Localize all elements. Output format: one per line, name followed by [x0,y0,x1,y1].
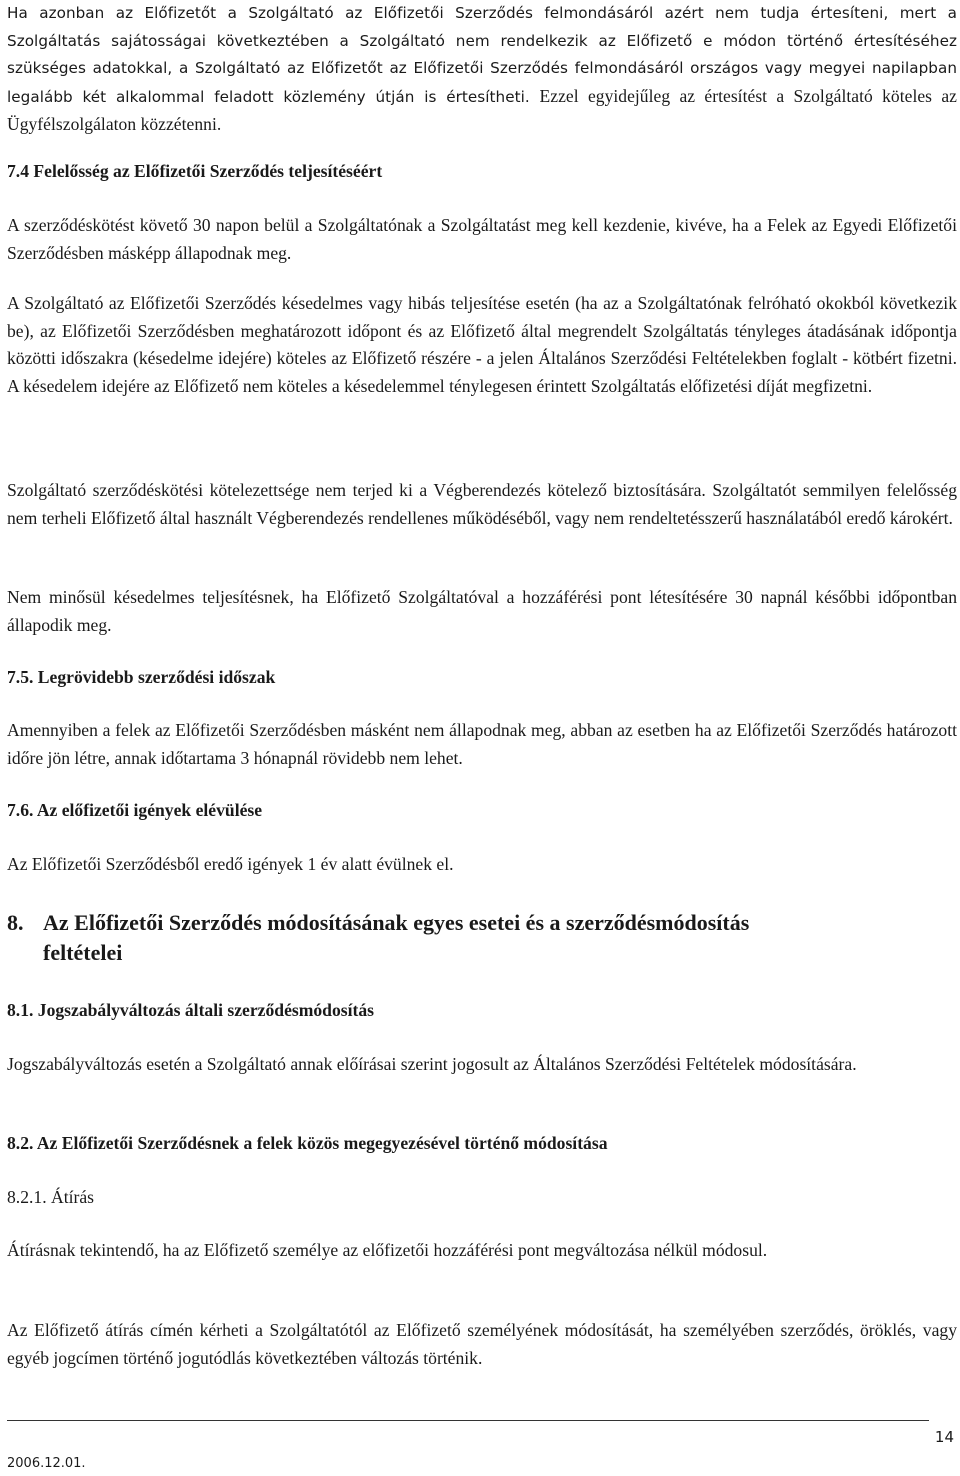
section-7-6-paragraph: Az Előfizetői Szerződésből eredő igények 1 év alatt évülnek el. [7,854,454,874]
section-7-4-paragraph-4: Nem minősül késedelmes teljesítésnek, ha Előfizető Szolgáltatóval a hozzáférési pont létesítésére 30 napnál későbbi időpontban állapodik meg. [7,587,957,635]
section-7-4-paragraph-1: A szerződéskötést követő 30 napon belül a Szolgáltatónak a Szolgáltatást meg kell kezdenie, kivéve, ha a Felek az Egyedi Előfizetői Szerződésben másképp állapodnak meg. [7,215,957,263]
section-8-heading [7,908,957,968]
section-8-number: 8. [7,910,24,935]
footer-date: 2006.12.01. [7,1456,86,1471]
intro-last-sentence: Ezzel egyidejűleg az értesítést a Szolgáltató köteles az Ügyfélszolgálaton közzétenni. [7,85,957,134]
section-7-4-paragraph-2: A Szolgáltató az Előfizetői Szerződés késedelmes vagy hibás teljesítése esetén (ha az a Szolgáltatónak felróható okokból következik be), az Előfizetői Szerződésben meghatározott időpont és az Előfizető által megrendelt Szolgáltatás tényleges átadásának időpontja közötti időszakra (késedelme idejére) köteles az Előfizető részére - a jelen Általános Szerződési Feltételekben foglalt - kötbért fizetni. A késedelem idejére az Előfizető nem köteles a késedelemmel ténylegesen érintett Szolgáltatás előfizetési díját megfizetni. [7,293,957,396]
section-8-1-paragraph: Jogszabályváltozás esetén a Szolgáltató annak előírásai szerint jogosult az Általános Szerződési Feltételek módosítására. [7,1054,857,1074]
section-8-2-heading: 8.2. Az Előfizetői Szerződésnek a felek közös megegyezésével történő módosítása [7,1133,608,1153]
section-7-6-heading: 7.6. Az előfizetői igények elévülése [7,800,263,820]
section-7-4-paragraph-3: Szolgáltató szerződéskötési kötelezettsége nem terjed ki a Végberendezés kötelező biztosítására. Szolgáltatót semmilyen felelősség nem terheli Előfizető által használt Végberendezés rendellenes működéséből, vagy nem rendeltetésszerű használatából eredő károkért. [7,480,957,528]
section-8-1-heading: 8.1. Jogszabályváltozás általi szerződésmódosítás [7,1000,374,1020]
page-number: 14 [934,1428,954,1446]
intro-text: Ha azonban az Előfizetőt a Szolgáltató az Előfizetői Szerződés felmondásáról azért nem tudja értesíteni, mert a Szolgáltatás sajátosságai következtében a Szolgáltató nem rendelkezik az Előfizető e módon történő értesítéséhez szükséges adatokkal, a Szolgáltató az Előfizetőt az Előfizetői Szerződés felmondásáról országos vagy megyei napilapban legalább két alkalommal feladott közlemény útján is értesítheti. [7,4,957,106]
section-8-2-1-subheading: 8.2.1. Átírás [7,1187,94,1207]
section-8-title-line-1: Az Előfizetői Szerződés módosításának egyes esetei és a szerződésmódosítás [43,910,750,935]
intro-paragraph [7,0,957,140]
section-7-5-paragraph: Amennyiben a felek az Előfizetői Szerződésben másként nem állapodnak meg, abban az esetben ha az Előfizetői Szerződés határozott időre jön létre, annak időtartama 3 hónapnál rövidebb nem lehet. [7,720,957,768]
section-8-2-1-paragraph-1: Átírásnak tekintendő, ha az Előfizető személye az előfizetői hozzáférési pont megváltozása nélkül módosul. [7,1240,768,1260]
section-7-4-heading: 7.4 Felelősség az Előfizetői Szerződés teljesítéséért [7,161,383,181]
footer-divider [7,1420,929,1421]
section-7-5-heading: 7.5. Legrövidebb szerződési időszak [7,667,276,687]
section-8-2-1-paragraph-2: Az Előfizető átírás címén kérheti a Szolgáltatótól az Előfizető személyének módosítását, ha személyében szerződés, öröklés, vagy egyéb jogcímen történő jogutódlás következtében változás történik. [7,1320,957,1368]
section-8-title-line-2: feltételei [43,940,123,965]
